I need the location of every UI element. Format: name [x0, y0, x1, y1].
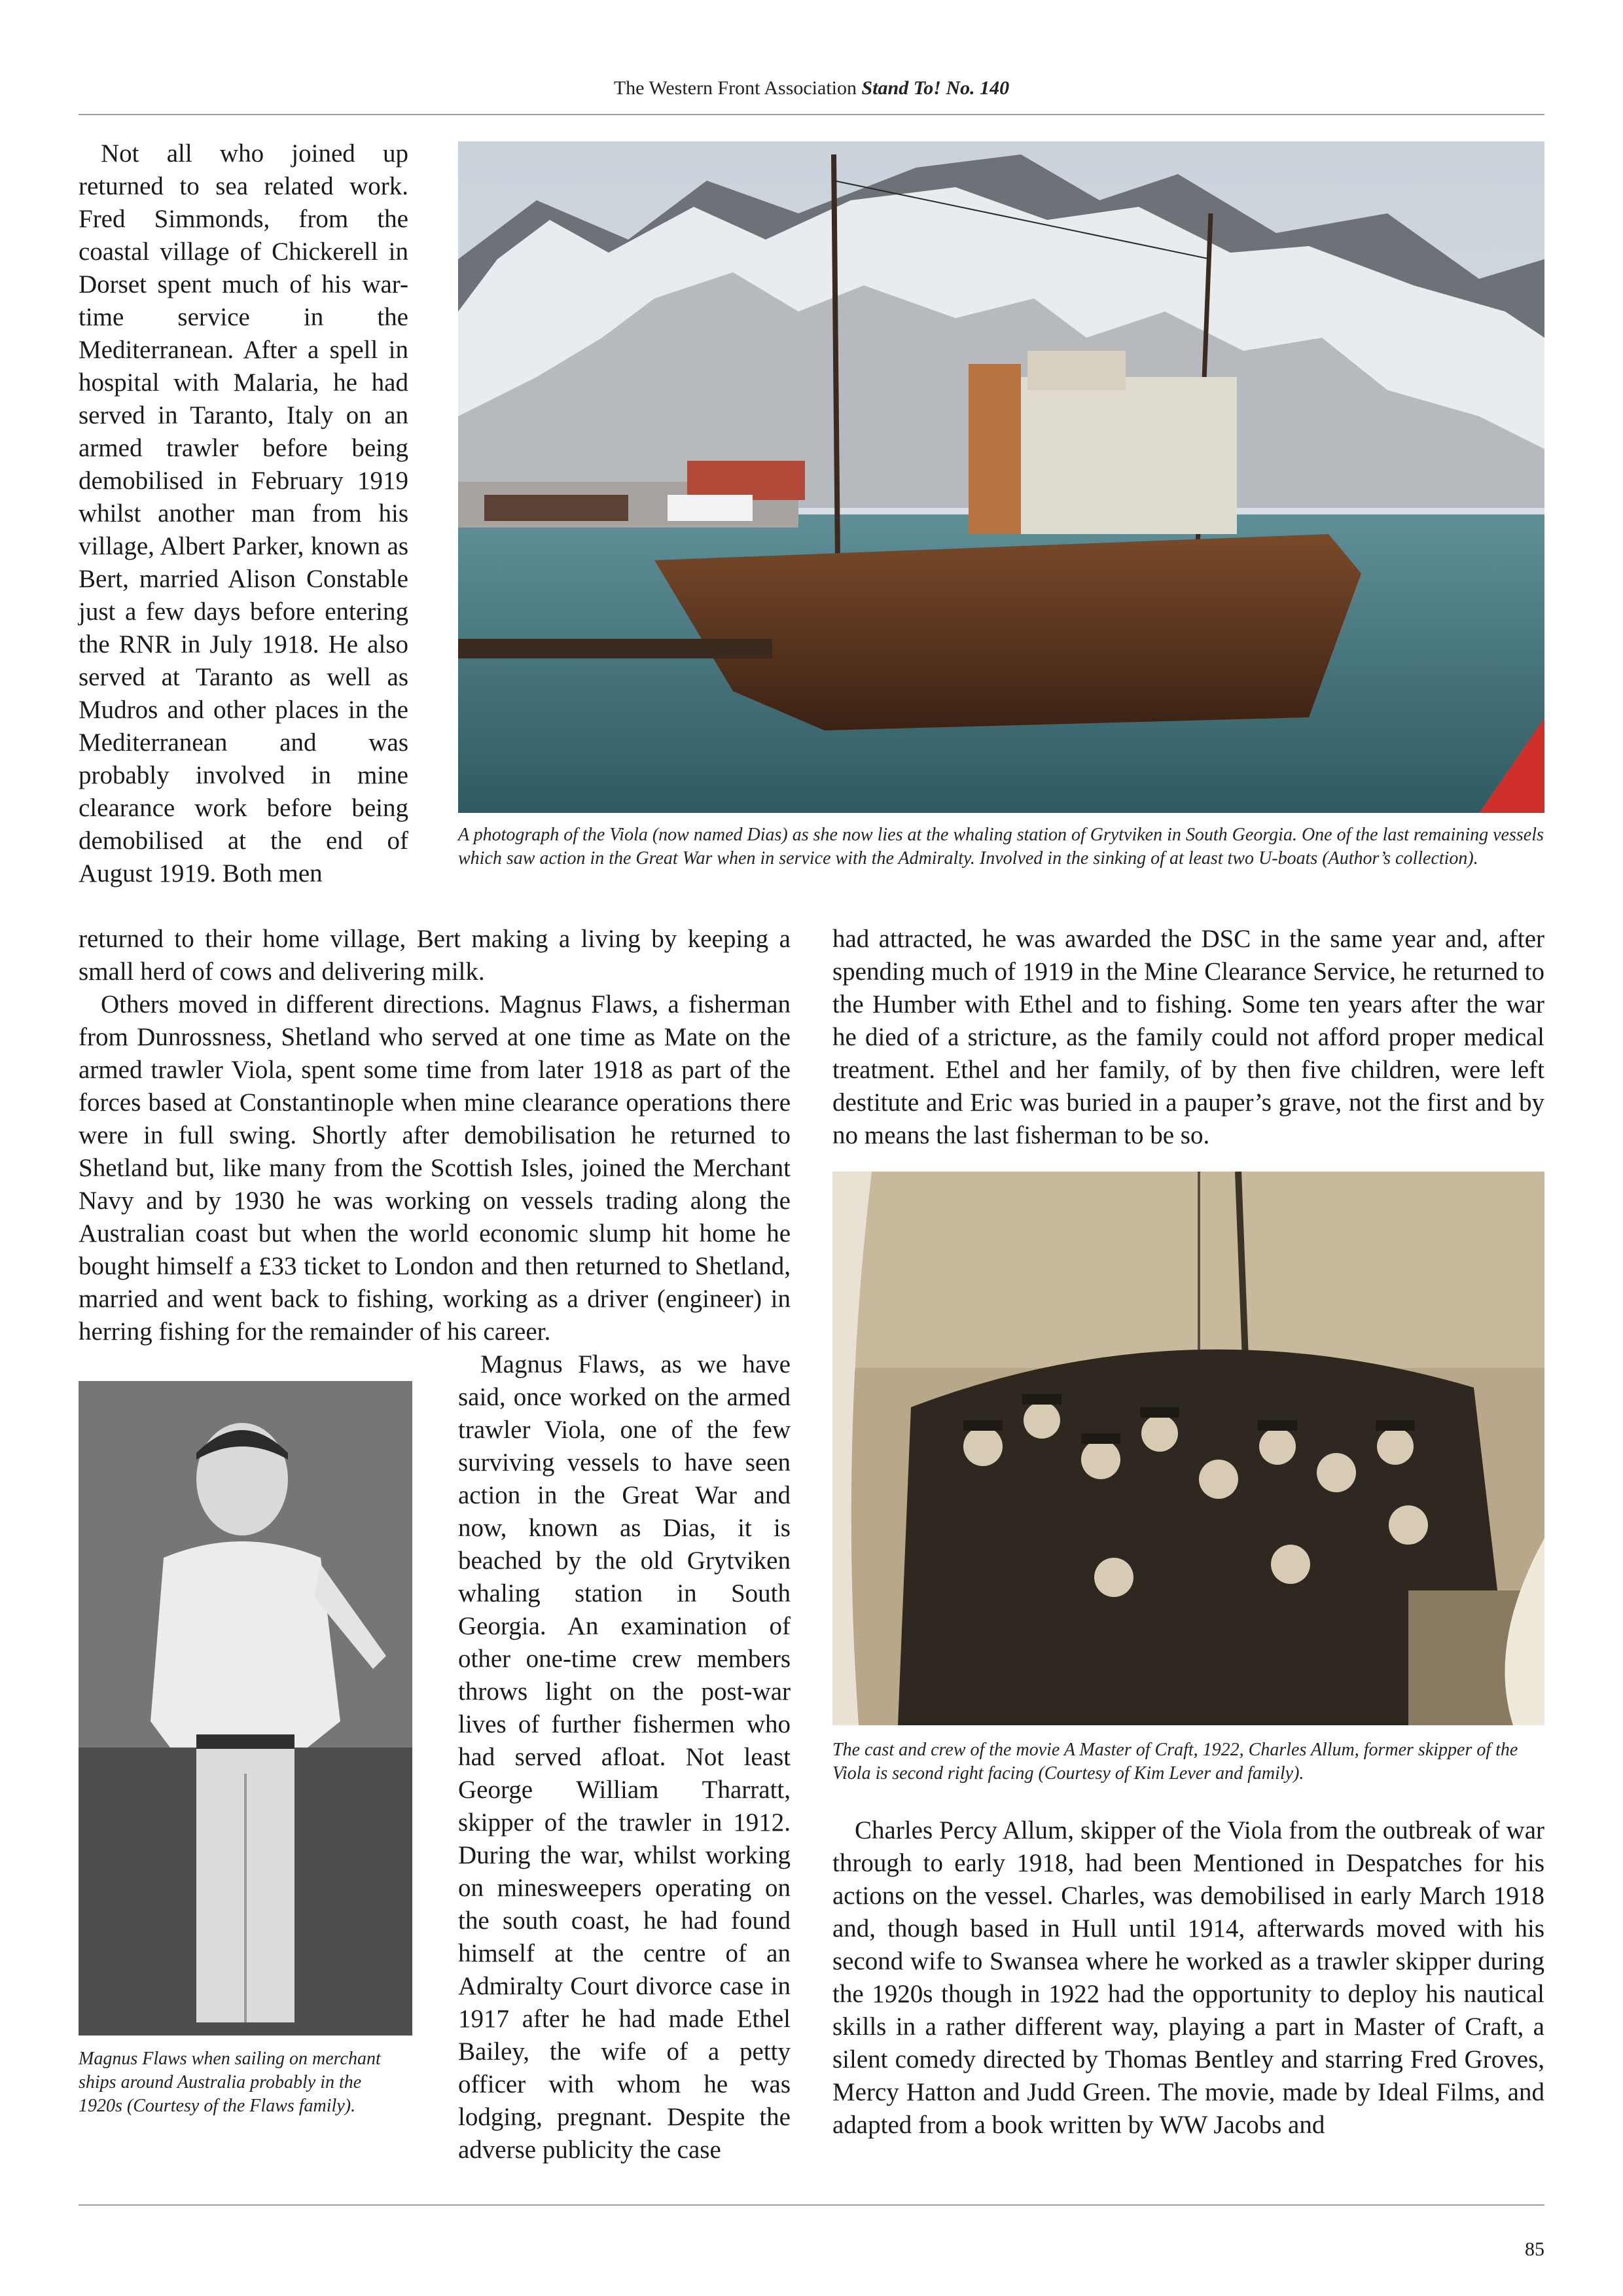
issue-title: Stand To! No. 140	[861, 77, 1010, 99]
crew-photo	[832, 1172, 1544, 1725]
publication-name: The Western Front Association	[613, 77, 857, 99]
paragraph-allum: Charles Percy Allum, skipper of the Viola from the outbreak of war through to early 1918, had been Mentioned in Despatches for his actions on the vessel. Charles, was demobilised in early March 1918 and, though based in Hull until 1914, afterwards moved with his second wife to Swansea where he worked as a trawler skipper during the 1920s though in 1922 had the opportunity to deploy his nautical skills in a rather different way, playing a part in Master of Craft, a silent comedy directed by Thomas Bentley and starring Fred Groves, Mercy Hatton and Judd Green. The movie, made by Ideal Films, and adapted from a book written by WW Jacobs and	[832, 1816, 1544, 2139]
footer-rule	[79, 2204, 1544, 2206]
column-3-top-text	[832, 923, 1544, 1152]
column-2-text	[458, 1348, 791, 2166]
paragraph-continuation: returned to their home village, Bert making a living by keeping a small herd of cows and delivering milk.	[79, 925, 791, 986]
crew-caption: The cast and crew of the movie A Master of Craft, 1922, Charles Allum, former skipper of the Viola is second right facing (Courtesy of Kim Lever and family).	[832, 1740, 1518, 1784]
viola-photo	[458, 141, 1544, 813]
header-rule	[79, 114, 1544, 115]
paragraph-flaws: Others moved in different directions. Magnus Flaws, a fisherman from Dunrossness, Shetland who served at one time as Mate on the armed trawler Viola, spent some time from later 1918 as part of the forces based at Constantinople when mine clearance operations there were in full swing. Shortly after demobilisation he returned to Shetland but, like many from the Scottish Isles, joined the Merchant Navy and by 1930 he was working on vessels trading along the Australian coast but when the world economic slump hit home he bought himself a £33 ticket to London and then returned to Shetland, married and went back to fishing, working as a driver (engineer) in herring fishing for the remainder of his career.	[79, 990, 791, 1346]
paragraph-simmonds: Not all who joined up returned to sea related work. Fred Simmonds, from the coastal village of Chickerell in Dorset spent much of his war-time service in the Mediterranean. After a spell in hospital with Malaria, he had served in Taranto, Italy on an armed trawler before being demobilised in February 1919 whilst another man from his village, Albert Parker, known as Bert, married Alison Constable just a few days before entering the RNR in July 1918. He also served at Taranto as well as Mudros and other places in the Mediterranean and was probably involved in mine clearance work before being demobilised at the end of August 1919. Both men	[79, 139, 408, 888]
paragraph-dsc: had attracted, he was awarded the DSC in the same year and, after spending much of 1919 in the Mine Clearance Service, he returned to the Humber with Ethel and to fishing. Some ten years after the war he died of a stricture, as the family could not afford proper medical treatment. Ethel and her family, of by then five children, were left destitute and Eric was buried in a pauper’s grave, not the first and by no means the last fisherman to be so.	[832, 925, 1544, 1149]
running-header	[0, 77, 1623, 99]
column-3-bottom-text	[832, 1814, 1544, 2142]
viola-caption: A photograph of the Viola (now named Dias) as she now lies at the whaling station of Grytviken in South Georgia. One of the last remaining vessels which saw action in the Great War when in service with the Admiralty. Involved in the sinking of at least two U-boats (Author’s collection).	[458, 825, 1544, 869]
flaws-photo	[79, 1381, 412, 2036]
flaws-caption: Magnus Flaws when sailing on merchant ships around Australia probably in the 1920s (Courtesy of the Flaws family).	[79, 2049, 381, 2116]
paragraph-tharratt: Magnus Flaws, as we have said, once worked on the armed trawler Viola, one of the few surviving vessels to have seen action in the Great War and now, known as Dias, it is beached by the old Grytviken whaling station in South Georgia. An examination of other one-time crew members throws light on the post-war lives of further fishermen who had served afloat. Not least George William Tharratt, skipper of the trawler in 1912. During the war, whilst working on minesweepers operating on the south coast, he had found himself at the centre of an Admiralty Court divorce case in 1917 after he had made Ethel Bailey, the wife of a petty officer with whom he was lodging, pregnant. Despite the adverse publicity the case	[458, 1350, 791, 2164]
column-1-wide-text	[79, 923, 791, 1348]
page-number: 85	[1525, 2238, 1544, 2260]
column-1-text	[79, 137, 408, 926]
